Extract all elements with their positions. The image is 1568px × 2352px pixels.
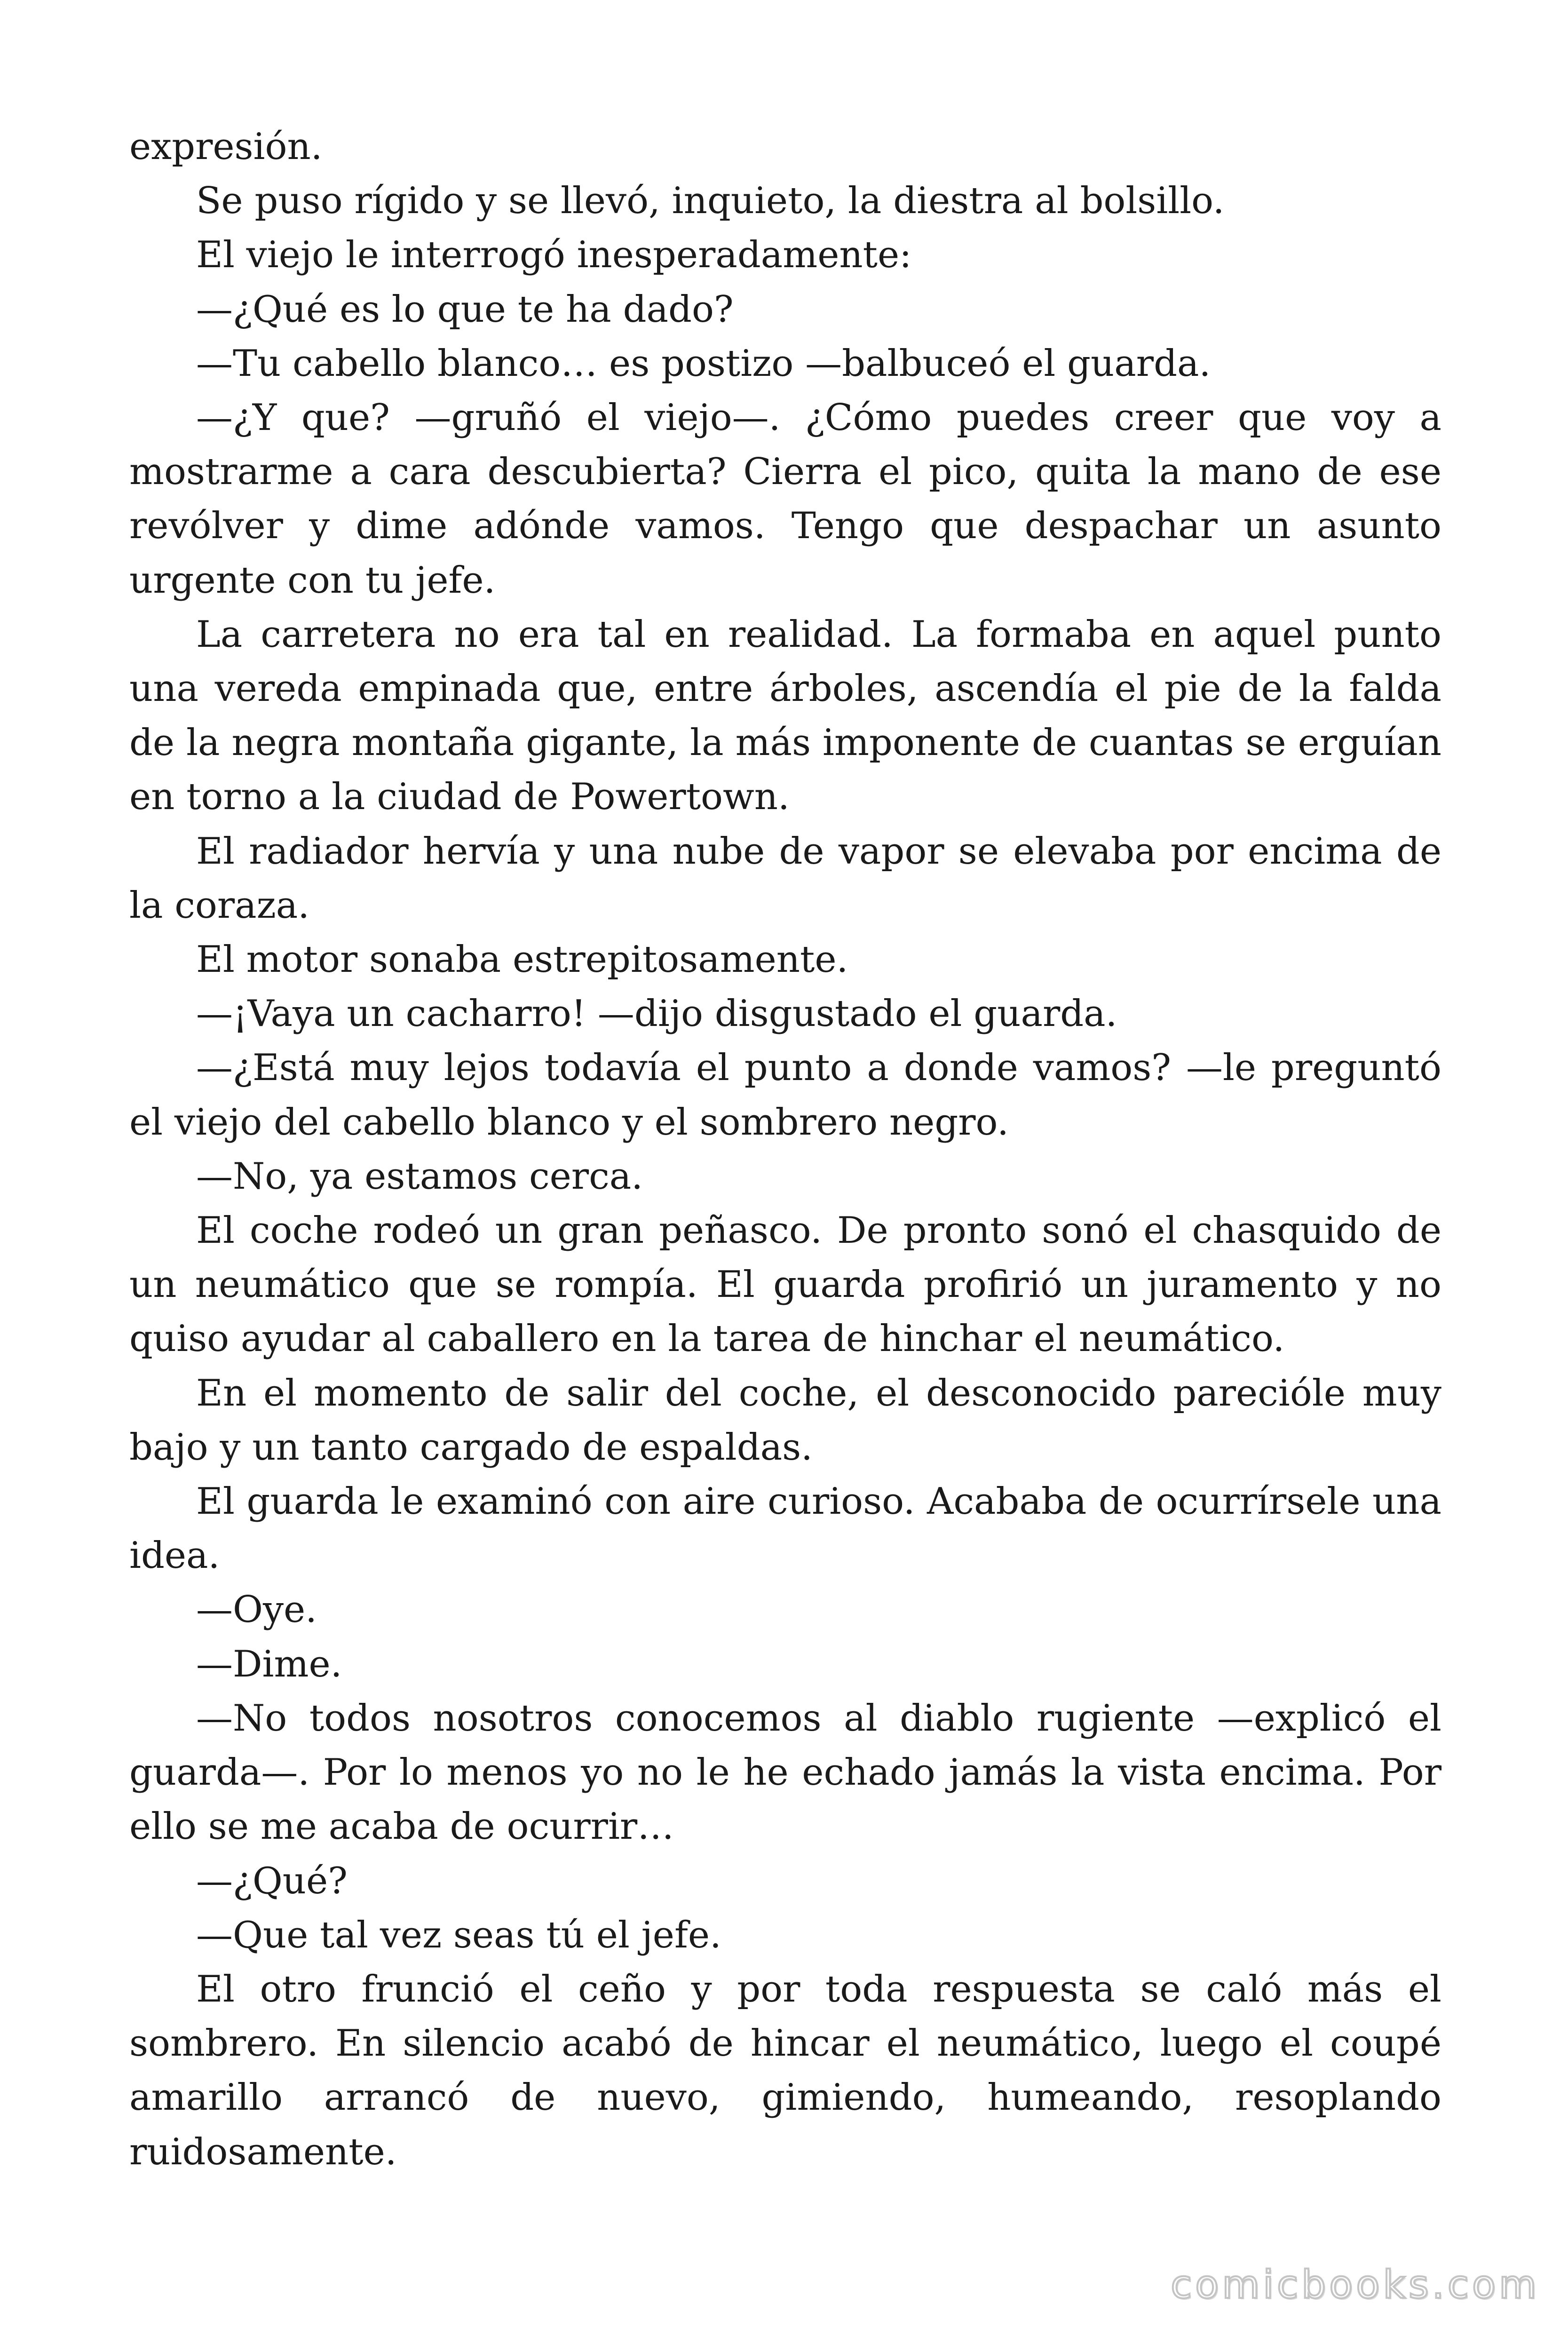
- paragraph: —Tu cabello blanco… es postizo —balbuceó el guarda.: [196, 342, 1211, 385]
- paragraph: —Que tal vez seas tú el jefe.: [196, 1914, 721, 1956]
- paragraph: El viejo le interrogó inesperadamente:: [196, 234, 912, 277]
- paragraph: El coche rodeó un gran peñasco. De pronto sonó el chasquido de un neumático que se rompía. El guarda profirió un juramento y no quiso ayudar al caballero en la tarea de hinchar el neumático.: [129, 1209, 1441, 1360]
- paragraph: —¿Y que? —gruñó el viejo—. ¿Cómo puedes creer que voy a mostrarme a cara descubierta? Cierra el pico, quita la mano de ese revólver y dime adónde vamos. Tengo que despachar un asunto urgente con tu jefe.: [129, 397, 1441, 602]
- paragraph: —¡Vaya un cacharro! —dijo disgustado el guarda.: [196, 993, 1117, 1035]
- paragraph: En el momento de salir del coche, el desconocido parecióle muy bajo y un tanto cargado de espaldas.: [129, 1372, 1441, 1469]
- paragraph: —No, ya estamos cerca.: [196, 1155, 643, 1198]
- paragraph: El guarda le examinó con aire curioso. Acababa de ocurrírsele una idea.: [129, 1480, 1441, 1577]
- paragraph: La carretera no era tal en realidad. La formaba en aquel punto una vereda empinada que, entre árboles, ascendía el pie de la falda de la negra montaña gigante, la más imponente de cuantas se erguían en torno a la ciudad de Powertown.: [129, 613, 1441, 818]
- paragraph: —Oye.: [196, 1589, 317, 1631]
- paragraph: —Dime.: [196, 1643, 342, 1685]
- paragraph: —¿Qué es lo que te ha dado?: [196, 288, 734, 331]
- paragraph: El radiador hervía y una nube de vapor se elevaba por encima de la coraza.: [129, 830, 1441, 927]
- paragraph: Se puso rígido y se llevó, inquieto, la diestra al bolsillo.: [196, 180, 1225, 222]
- body-text: [129, 120, 1441, 2179]
- paragraph: —¿Qué?: [196, 1859, 348, 1902]
- paragraph: —¿Está muy lejos todavía el punto a donde vamos? —le preguntó el viejo del cabello blanco y el sombrero negro.: [129, 1047, 1441, 1144]
- paragraph: El otro frunció el ceño y por toda respuesta se caló más el sombrero. En silencio acabó de hincar el neumático, luego el coupé amarillo arrancó de nuevo, gimiendo, humeando, resoplando ruidosamente.: [129, 1968, 1441, 2173]
- paragraph: expresión.: [129, 126, 323, 168]
- watermark: comicbooks.com: [1171, 2263, 1540, 2307]
- paragraph: —No todos nosotros conocemos al diablo rugiente —explicó el guarda—. Por lo menos yo no le he echado jamás la vista encima. Por ello se me acaba de ocurrir…: [129, 1697, 1441, 1848]
- paragraph: El motor sonaba estrepitosamente.: [196, 938, 848, 981]
